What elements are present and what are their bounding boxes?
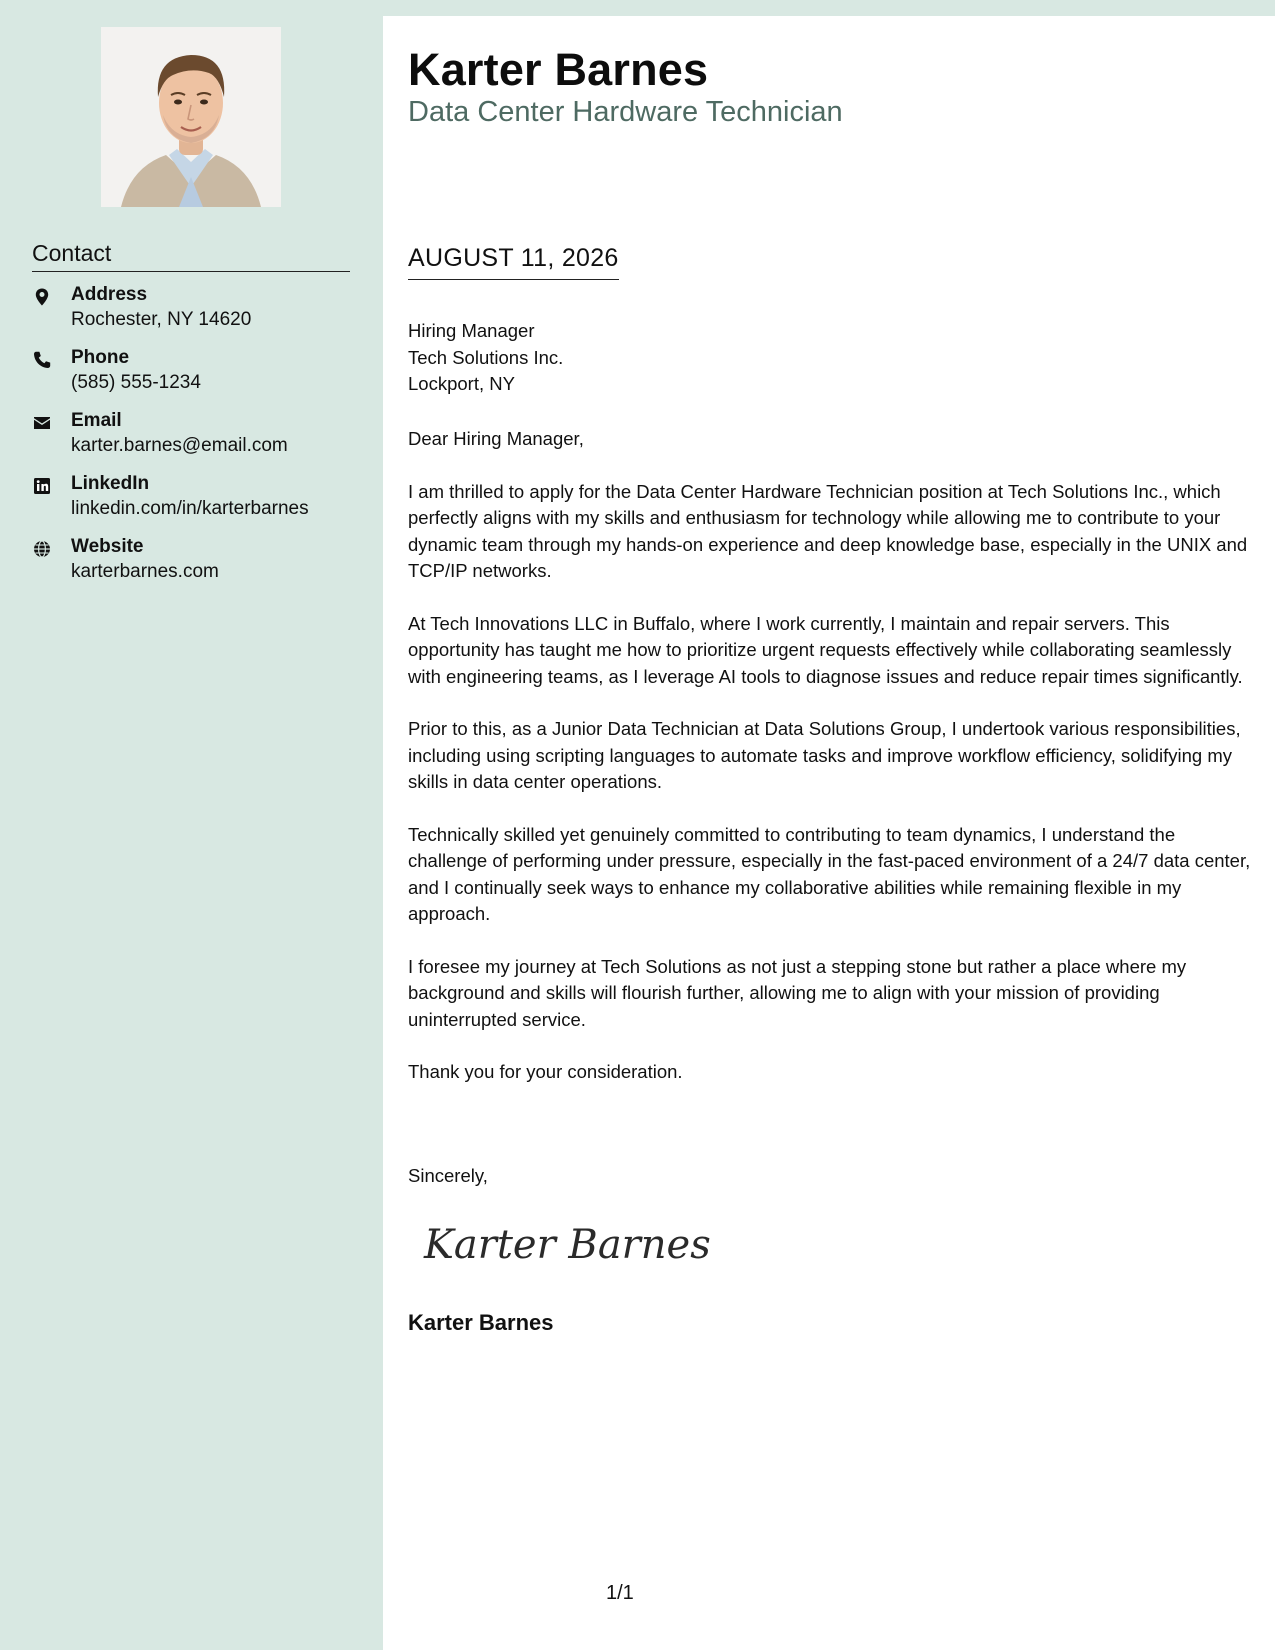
letter-date: AUGUST 11, 2026 — [408, 244, 619, 280]
recipient-line: Tech Solutions Inc. — [408, 346, 564, 368]
body-paragraph: Thank you for your consideration. — [408, 1061, 683, 1082]
body-paragraph: Technically skilled yet genuinely committed to contributing to team dynamics, I understand the challenge of performing under pressure, especially in the fast-paced environment of a 24/7 data center, and I continually seek ways to enhance my collaborative abilities while remaining flexible in my approach. — [408, 823, 1251, 924]
contact-heading: Contact — [32, 240, 350, 272]
profile-photo — [101, 27, 281, 207]
body-paragraph: I foresee my journey at Tech Solutions as not just a stepping stone but rather a place where my background and skills will flourish further, allowing me to align with your mission of providing uninterrupted service. — [408, 955, 1187, 1030]
contact-label: Website — [71, 536, 144, 557]
letter-body — [408, 426, 1258, 1112]
website-link[interactable]: karterbarnes.com — [71, 561, 219, 582]
recipient-line: Hiring Manager — [408, 320, 535, 341]
applicant-name: Karter Barnes — [408, 44, 709, 95]
phone-icon — [32, 350, 52, 370]
contact-item-linkedin — [32, 473, 362, 536]
profile-photo-illustration — [101, 27, 281, 207]
linkedin-icon — [32, 476, 52, 496]
location-pin-icon — [32, 287, 52, 307]
envelope-icon — [32, 413, 52, 433]
contact-value: Rochester, NY 14620 — [71, 309, 252, 330]
body-paragraph: I am thrilled to apply for the Data Center Hardware Technician position at Tech Solutions Inc., which perfectly aligns with my skills and enthusiasm for technology while allowing me to contribute to your dynamic team through my hands-on experience and deep knowledge base, especially in the UNIX and TCP/IP networks. — [408, 480, 1248, 581]
email-link[interactable]: karter.barnes@email.com — [71, 435, 288, 456]
body-paragraph: Prior to this, as a Junior Data Technician at Data Solutions Group, I undertook various responsibilities, including using scripting languages to automate tasks and improve workflow efficiency, solidifying my skills in data center operations. — [408, 718, 1241, 792]
signature-image — [418, 1208, 711, 1278]
contact-list — [32, 284, 362, 599]
contact-label: Address — [71, 284, 148, 305]
page-number: 1/1 — [606, 1582, 634, 1604]
sidebar — [0, 0, 383, 1650]
salutation: Dear Hiring Manager, — [408, 428, 584, 449]
applicant-title: Data Center Hardware Technician — [408, 96, 843, 128]
contact-value: (585) 555-1234 — [71, 372, 201, 393]
recipient-line: Lockport, NY — [408, 373, 515, 394]
body-paragraph: At Tech Innovations LLC in Buffalo, where I work currently, I maintain and repair servers. This opportunity has taught me how to prioritize urgent requests effectively while collaborating seamlessly with engineering teams, as I leverage AI tools to diagnose issues and reduce repair times significantly. — [408, 612, 1243, 687]
letter-main — [383, 16, 1275, 1650]
contact-item-email — [32, 410, 362, 473]
closing: Sincerely, — [408, 1165, 488, 1186]
contact-label: Phone — [71, 347, 130, 368]
contact-item-website — [32, 536, 362, 599]
contact-item-phone — [32, 347, 362, 410]
recipient-block — [408, 318, 563, 398]
globe-icon — [32, 539, 52, 559]
contact-label: Email — [71, 410, 122, 431]
linkedin-link[interactable]: linkedin.com/in/karterbarnes — [71, 498, 309, 519]
contact-label: LinkedIn — [71, 473, 150, 494]
signed-name: Karter Barnes — [408, 1310, 554, 1335]
signature-text: Karter Barnes — [424, 1222, 711, 1268]
contact-item-address — [32, 284, 362, 347]
